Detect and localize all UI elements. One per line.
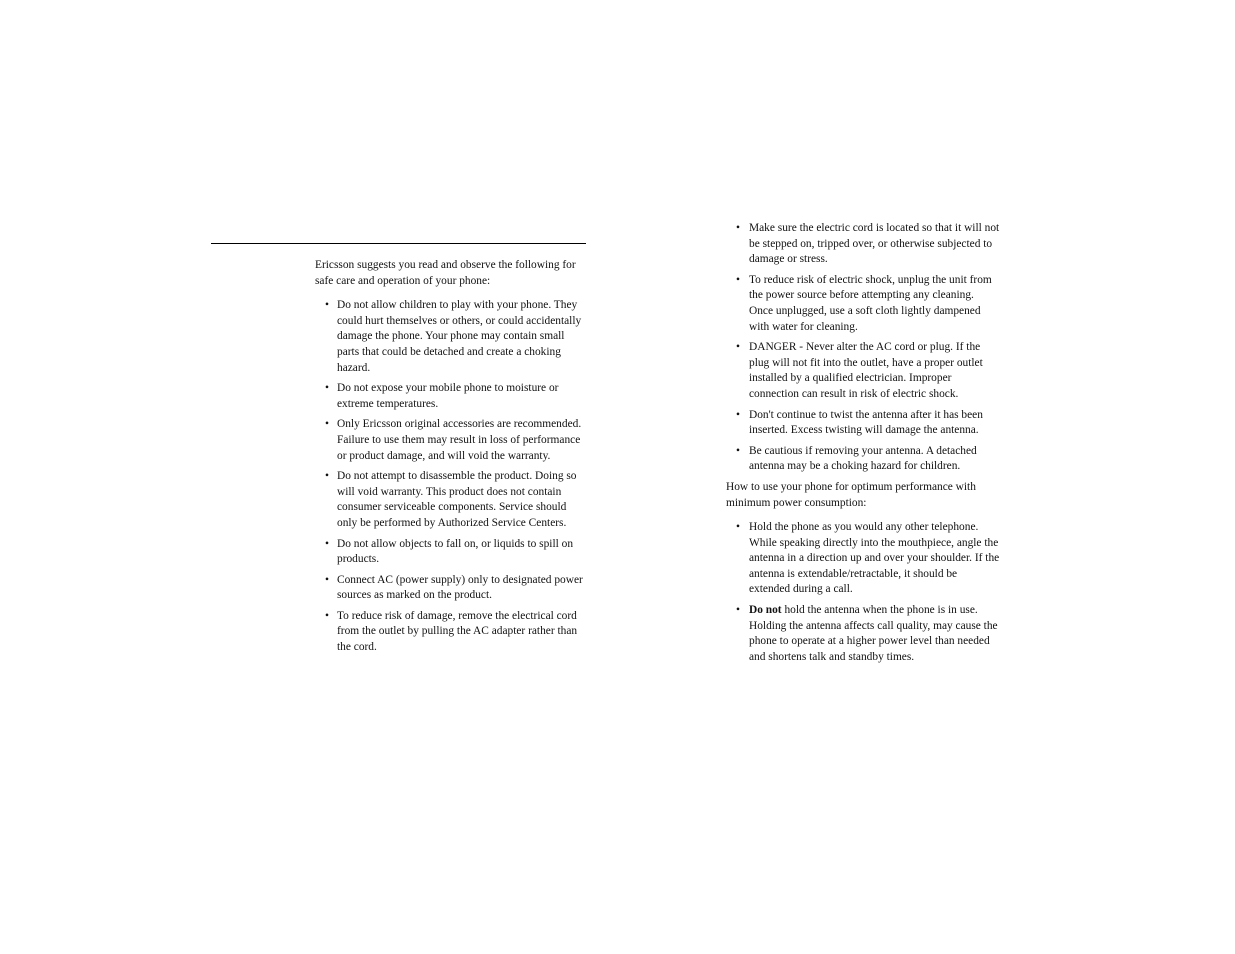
list-item [726,273,1000,335]
list-item [726,408,1000,439]
list-item-text: Make sure the electric cord is located so that it will not be stepped on, tripped over, or otherwise subjected to damage or stress. [749,222,1000,266]
list-item-text: To reduce risk of electric shock, unplug the unit from the power source before attempting any cleaning. Once unplugged, use a soft cloth lightly dampened with water for cleaning. [749,273,992,333]
performance-intro: How to use your phone for optimum performance with minimum power consumption: [726,480,976,509]
bullet-icon: • [736,408,740,421]
bullet-icon: • [325,573,329,586]
list-item [315,609,587,656]
list-item-text: DANGER - Never alter the AC cord or plug. If the plug will not fit into the outlet, have a proper outlet installed by a qualified electrician. Improper connection can result in risk of electric shock. [749,341,983,400]
list-item [726,444,1000,475]
right-column [726,221,1000,670]
bullet-icon: • [325,609,329,622]
bullet-icon: • [325,470,329,483]
list-item-text: Only Ericsson original accessories are recommended. Failure to use them may result in loss of performance or product damage, and will void the warranty. [337,418,582,462]
header-rule [211,243,586,244]
list-item-text: Do not attempt to disassemble the product. Doing so will void warranty. This product does not contain consumer serviceable components. Service should only be performed by Authorized Service Centers. [337,470,577,529]
list-item-emphasis: Do not [749,604,782,617]
list-item [315,573,587,604]
bullet-icon: • [736,222,740,234]
bullet-icon: • [736,604,740,617]
performance-list [726,520,1000,665]
bullet-icon: • [325,418,329,431]
bullet-icon: • [325,537,329,550]
bullet-icon: • [325,299,329,312]
list-item [726,221,1000,268]
list-item [315,381,587,412]
list-item-text: hold the antenna when the phone is in use. Holding the antenna affects call quality, may cause the phone to operate at a higher power level than needed and shortens talk and standby times. [749,604,998,663]
left-column [315,258,587,661]
list-item [726,340,1000,402]
list-item-text: Be cautious if removing your antenna. A detached antenna may be a choking hazard for children. [749,444,977,473]
list-item [315,298,587,376]
list-item-text: Don't continue to twist the antenna after it has been inserted. Excess twisting will damage the antenna. [749,408,983,437]
bullet-icon: • [325,382,329,395]
list-item [315,417,587,464]
list-item-text: Do not allow children to play with your phone. They could hurt themselves or others, or could accidentally damage the phone. Your phone may contain small parts that could be detached and create a choking hazard. [337,299,582,374]
list-item [726,603,1000,665]
care-list [315,298,587,655]
list-item [315,537,587,568]
list-item [315,469,587,531]
bullet-icon: • [736,444,740,457]
list-item-text: Hold the phone as you would any other telephone. While speaking directly into the mouthpiece, angle the antenna in a direction up and over your shoulder. If the antenna is extendable/retractable, it should be extended during a call. [749,521,1000,596]
care-list-continued [726,221,1000,475]
list-item [726,520,1000,598]
care-intro: Ericsson suggests you read and observe the following for safe care and operation of your phone: [315,259,576,287]
list-item-text: Connect AC (power supply) only to designated power sources as marked on the product. [337,573,583,602]
bullet-icon: • [736,341,740,354]
bullet-icon: • [736,521,740,534]
list-item-text: Do not expose your mobile phone to moisture or extreme temperatures. [337,382,559,410]
list-item-text: To reduce risk of damage, remove the electrical cord from the outlet by pulling the AC adapter rather than the cord. [337,609,578,654]
list-item-text: Do not allow objects to fall on, or liquids to spill on products. [337,537,574,566]
bullet-icon: • [736,273,740,286]
